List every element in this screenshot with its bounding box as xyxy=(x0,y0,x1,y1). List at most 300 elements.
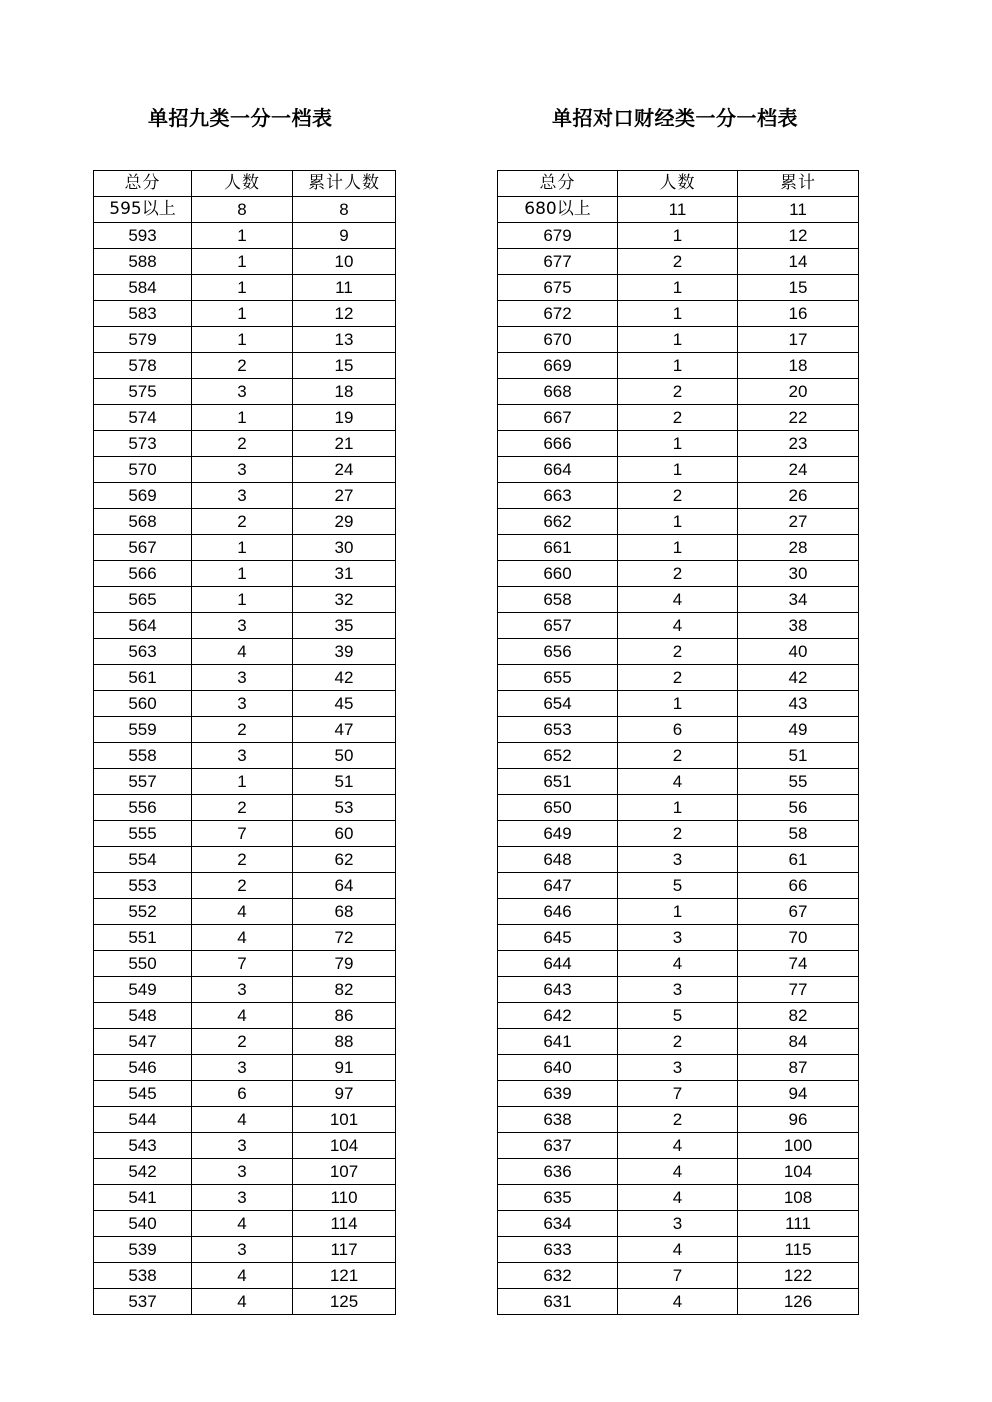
cell-count: 2 xyxy=(618,249,738,275)
cell-cumulative: 60 xyxy=(293,821,396,847)
cell-count: 1 xyxy=(618,223,738,249)
table-row xyxy=(94,613,396,639)
cell-cumulative: 21 xyxy=(293,431,396,457)
table-row xyxy=(498,951,859,977)
table-row xyxy=(498,691,859,717)
cell-total-score: 540 xyxy=(94,1211,192,1237)
cell-cumulative: 22 xyxy=(738,405,859,431)
cell-total-score: 647 xyxy=(498,873,618,899)
table-row xyxy=(498,535,859,561)
cell-cumulative: 86 xyxy=(293,1003,396,1029)
cell-total-score: 560 xyxy=(94,691,192,717)
cell-total-score: 539 xyxy=(94,1237,192,1263)
table-row xyxy=(94,743,396,769)
cell-count: 3 xyxy=(192,1055,293,1081)
cell-total-score: 557 xyxy=(94,769,192,795)
cell-cumulative: 77 xyxy=(738,977,859,1003)
cell-count: 2 xyxy=(618,639,738,665)
cell-total-score: 541 xyxy=(94,1185,192,1211)
cell-total-score: 568 xyxy=(94,509,192,535)
cell-total-score: 544 xyxy=(94,1107,192,1133)
cell-cumulative: 19 xyxy=(293,405,396,431)
cell-total-score: 584 xyxy=(94,275,192,301)
table-row xyxy=(94,925,396,951)
cell-cumulative: 117 xyxy=(293,1237,396,1263)
cell-cumulative: 29 xyxy=(293,509,396,535)
table-row xyxy=(94,1289,396,1315)
cell-total-score: 547 xyxy=(94,1029,192,1055)
table-row xyxy=(94,1263,396,1289)
cell-total-score: 644 xyxy=(498,951,618,977)
cell-total-score: 573 xyxy=(94,431,192,457)
cell-total-score: 561 xyxy=(94,665,192,691)
cell-total-score: 554 xyxy=(94,847,192,873)
score-distribution-table-left xyxy=(93,170,396,1315)
table-row xyxy=(498,665,859,691)
table-row xyxy=(498,639,859,665)
cell-total-score: 642 xyxy=(498,1003,618,1029)
table-row xyxy=(498,1081,859,1107)
cell-total-score: 563 xyxy=(94,639,192,665)
table-row xyxy=(94,223,396,249)
cell-cumulative: 31 xyxy=(293,561,396,587)
column-header-total-score: 总分 xyxy=(94,171,192,197)
cell-cumulative: 27 xyxy=(738,509,859,535)
cell-cumulative: 53 xyxy=(293,795,396,821)
cell-count: 3 xyxy=(192,691,293,717)
cell-count: 7 xyxy=(192,821,293,847)
cell-count: 1 xyxy=(618,457,738,483)
cell-cumulative: 51 xyxy=(738,743,859,769)
column-header-cumulative: 累计人数 xyxy=(293,171,396,197)
cell-cumulative: 70 xyxy=(738,925,859,951)
cell-count: 3 xyxy=(618,847,738,873)
cell-count: 3 xyxy=(618,1211,738,1237)
cell-total-score: 633 xyxy=(498,1237,618,1263)
cell-total-score: 650 xyxy=(498,795,618,821)
table-row xyxy=(94,353,396,379)
cell-cumulative: 24 xyxy=(738,457,859,483)
cell-cumulative: 64 xyxy=(293,873,396,899)
cell-total-score: 538 xyxy=(94,1263,192,1289)
cell-count: 2 xyxy=(192,353,293,379)
table-container-right xyxy=(497,170,858,1315)
cell-cumulative: 45 xyxy=(293,691,396,717)
table-container-left xyxy=(93,170,395,1315)
cell-cumulative: 35 xyxy=(293,613,396,639)
cell-cumulative: 56 xyxy=(738,795,859,821)
cell-cumulative: 38 xyxy=(738,613,859,639)
cell-count: 1 xyxy=(192,587,293,613)
table-row xyxy=(94,665,396,691)
cell-count: 3 xyxy=(192,1237,293,1263)
cell-count: 5 xyxy=(618,1003,738,1029)
cell-cumulative: 68 xyxy=(293,899,396,925)
cell-total-score: 646 xyxy=(498,899,618,925)
cell-total-score: 559 xyxy=(94,717,192,743)
cell-total-score: 639 xyxy=(498,1081,618,1107)
table-row xyxy=(94,275,396,301)
cell-total-score: 655 xyxy=(498,665,618,691)
table-row xyxy=(94,483,396,509)
table-row xyxy=(498,1159,859,1185)
cell-total-score: 637 xyxy=(498,1133,618,1159)
cell-cumulative: 11 xyxy=(738,197,859,223)
table-row xyxy=(94,1211,396,1237)
cell-cumulative: 18 xyxy=(293,379,396,405)
cell-cumulative: 111 xyxy=(738,1211,859,1237)
cell-count: 4 xyxy=(192,1289,293,1315)
table-row xyxy=(498,1185,859,1211)
cell-count: 4 xyxy=(192,925,293,951)
table-row xyxy=(498,795,859,821)
table-row xyxy=(498,1289,859,1315)
cell-count: 2 xyxy=(618,821,738,847)
cell-cumulative: 12 xyxy=(293,301,396,327)
cell-count: 3 xyxy=(192,1133,293,1159)
table-row xyxy=(94,379,396,405)
cell-total-score: 595以上 xyxy=(94,197,192,223)
cell-cumulative: 126 xyxy=(738,1289,859,1315)
cell-cumulative: 15 xyxy=(738,275,859,301)
cell-cumulative: 79 xyxy=(293,951,396,977)
cell-count: 7 xyxy=(618,1081,738,1107)
table-row xyxy=(94,639,396,665)
table-row xyxy=(498,1003,859,1029)
cell-count: 3 xyxy=(192,457,293,483)
cell-total-score: 632 xyxy=(498,1263,618,1289)
cell-count: 2 xyxy=(618,561,738,587)
cell-total-score: 656 xyxy=(498,639,618,665)
cell-total-score: 649 xyxy=(498,821,618,847)
cell-cumulative: 43 xyxy=(738,691,859,717)
cell-cumulative: 15 xyxy=(293,353,396,379)
cell-total-score: 672 xyxy=(498,301,618,327)
cell-cumulative: 121 xyxy=(293,1263,396,1289)
cell-count: 4 xyxy=(618,613,738,639)
cell-count: 4 xyxy=(192,639,293,665)
cell-total-score: 660 xyxy=(498,561,618,587)
cell-count: 1 xyxy=(192,327,293,353)
cell-count: 2 xyxy=(192,509,293,535)
table-row xyxy=(94,457,396,483)
cell-cumulative: 100 xyxy=(738,1133,859,1159)
cell-count: 7 xyxy=(618,1263,738,1289)
cell-count: 2 xyxy=(618,405,738,431)
cell-count: 1 xyxy=(192,301,293,327)
cell-cumulative: 72 xyxy=(293,925,396,951)
table-row xyxy=(498,899,859,925)
cell-total-score: 648 xyxy=(498,847,618,873)
table-row xyxy=(498,847,859,873)
cell-count: 4 xyxy=(618,1237,738,1263)
cell-total-score: 658 xyxy=(498,587,618,613)
cell-count: 1 xyxy=(192,249,293,275)
table-row xyxy=(94,561,396,587)
cell-cumulative: 96 xyxy=(738,1107,859,1133)
cell-total-score: 635 xyxy=(498,1185,618,1211)
cell-total-score: 558 xyxy=(94,743,192,769)
cell-total-score: 643 xyxy=(498,977,618,1003)
cell-total-score: 556 xyxy=(94,795,192,821)
cell-total-score: 661 xyxy=(498,535,618,561)
cell-total-score: 653 xyxy=(498,717,618,743)
cell-total-score: 555 xyxy=(94,821,192,847)
cell-cumulative: 62 xyxy=(293,847,396,873)
table-row xyxy=(498,483,859,509)
cell-cumulative: 74 xyxy=(738,951,859,977)
table-row xyxy=(498,223,859,249)
table-row xyxy=(94,535,396,561)
cell-cumulative: 16 xyxy=(738,301,859,327)
score-distribution-table-right xyxy=(497,170,859,1315)
cell-cumulative: 32 xyxy=(293,587,396,613)
cell-total-score: 551 xyxy=(94,925,192,951)
score-table-panel-right xyxy=(497,105,858,1315)
cell-total-score: 569 xyxy=(94,483,192,509)
table-row xyxy=(94,847,396,873)
cell-count: 2 xyxy=(192,717,293,743)
table-row xyxy=(94,1081,396,1107)
table-row xyxy=(498,1211,859,1237)
cell-count: 2 xyxy=(618,743,738,769)
table-row xyxy=(498,249,859,275)
cell-cumulative: 30 xyxy=(293,535,396,561)
cell-count: 1 xyxy=(618,301,738,327)
cell-total-score: 553 xyxy=(94,873,192,899)
cell-count: 4 xyxy=(618,1133,738,1159)
table-row xyxy=(94,977,396,1003)
cell-cumulative: 125 xyxy=(293,1289,396,1315)
cell-total-score: 588 xyxy=(94,249,192,275)
cell-count: 4 xyxy=(618,769,738,795)
cell-count: 4 xyxy=(618,1185,738,1211)
table-row xyxy=(94,509,396,535)
table-row xyxy=(498,561,859,587)
cell-cumulative: 66 xyxy=(738,873,859,899)
column-header-count: 人数 xyxy=(618,171,738,197)
cell-count: 4 xyxy=(618,951,738,977)
cell-count: 4 xyxy=(192,1107,293,1133)
cell-total-score: 579 xyxy=(94,327,192,353)
cell-total-score: 640 xyxy=(498,1055,618,1081)
cell-count: 5 xyxy=(618,873,738,899)
table-row xyxy=(94,1185,396,1211)
table-row xyxy=(498,197,859,223)
cell-cumulative: 107 xyxy=(293,1159,396,1185)
table-header-row xyxy=(94,171,396,197)
cell-count: 2 xyxy=(192,431,293,457)
cell-total-score: 636 xyxy=(498,1159,618,1185)
cell-total-score: 680以上 xyxy=(498,197,618,223)
cell-total-score: 550 xyxy=(94,951,192,977)
cell-total-score: 667 xyxy=(498,405,618,431)
table-row xyxy=(498,327,859,353)
cell-cumulative: 12 xyxy=(738,223,859,249)
table-row xyxy=(498,1029,859,1055)
cell-cumulative: 11 xyxy=(293,275,396,301)
table-row xyxy=(498,743,859,769)
cell-count: 2 xyxy=(192,1029,293,1055)
table-header-row xyxy=(498,171,859,197)
table-header-right xyxy=(498,171,859,197)
table-row xyxy=(94,301,396,327)
cell-total-score: 564 xyxy=(94,613,192,639)
table-row xyxy=(94,249,396,275)
cell-count: 2 xyxy=(618,1107,738,1133)
cell-count: 4 xyxy=(618,587,738,613)
cell-count: 4 xyxy=(192,1211,293,1237)
cell-count: 2 xyxy=(618,1029,738,1055)
cell-cumulative: 97 xyxy=(293,1081,396,1107)
table-body-left xyxy=(94,197,396,1315)
table-row xyxy=(94,1159,396,1185)
cell-total-score: 546 xyxy=(94,1055,192,1081)
cell-total-score: 669 xyxy=(498,353,618,379)
cell-cumulative: 13 xyxy=(293,327,396,353)
cell-cumulative: 49 xyxy=(738,717,859,743)
cell-cumulative: 42 xyxy=(738,665,859,691)
cell-cumulative: 67 xyxy=(738,899,859,925)
table-row xyxy=(498,613,859,639)
table-row xyxy=(498,1055,859,1081)
cell-count: 3 xyxy=(192,743,293,769)
table-row xyxy=(498,405,859,431)
table-row xyxy=(498,509,859,535)
column-header-cumulative: 累计 xyxy=(738,171,859,197)
table-row xyxy=(94,327,396,353)
cell-count: 1 xyxy=(618,327,738,353)
cell-count: 3 xyxy=(618,925,738,951)
cell-count: 1 xyxy=(618,275,738,301)
table-row xyxy=(94,795,396,821)
table-row xyxy=(498,925,859,951)
cell-total-score: 548 xyxy=(94,1003,192,1029)
table-row xyxy=(94,1133,396,1159)
cell-cumulative: 108 xyxy=(738,1185,859,1211)
cell-count: 1 xyxy=(618,535,738,561)
cell-total-score: 575 xyxy=(94,379,192,405)
cell-cumulative: 23 xyxy=(738,431,859,457)
cell-total-score: 631 xyxy=(498,1289,618,1315)
cell-total-score: 545 xyxy=(94,1081,192,1107)
column-header-total-score: 总分 xyxy=(498,171,618,197)
cell-count: 1 xyxy=(618,353,738,379)
cell-total-score: 677 xyxy=(498,249,618,275)
table-row xyxy=(498,353,859,379)
cell-cumulative: 94 xyxy=(738,1081,859,1107)
cell-cumulative: 24 xyxy=(293,457,396,483)
cell-total-score: 549 xyxy=(94,977,192,1003)
cell-total-score: 664 xyxy=(498,457,618,483)
table-row xyxy=(498,275,859,301)
cell-count: 4 xyxy=(192,1003,293,1029)
cell-cumulative: 27 xyxy=(293,483,396,509)
table-row xyxy=(94,1003,396,1029)
table-row xyxy=(498,873,859,899)
table-row xyxy=(94,691,396,717)
cell-total-score: 542 xyxy=(94,1159,192,1185)
cell-cumulative: 101 xyxy=(293,1107,396,1133)
table-row xyxy=(498,977,859,1003)
table-row xyxy=(498,1133,859,1159)
table-title-left: 单招九类一分一档表 xyxy=(148,106,333,130)
table-row xyxy=(498,379,859,405)
cell-cumulative: 14 xyxy=(738,249,859,275)
table-row xyxy=(94,197,396,223)
cell-cumulative: 114 xyxy=(293,1211,396,1237)
cell-total-score: 663 xyxy=(498,483,618,509)
cell-cumulative: 9 xyxy=(293,223,396,249)
cell-cumulative: 104 xyxy=(293,1133,396,1159)
cell-count: 2 xyxy=(618,379,738,405)
cell-total-score: 638 xyxy=(498,1107,618,1133)
cell-cumulative: 55 xyxy=(738,769,859,795)
table-row xyxy=(94,431,396,457)
cell-cumulative: 61 xyxy=(738,847,859,873)
cell-count: 1 xyxy=(192,275,293,301)
cell-count: 6 xyxy=(618,717,738,743)
cell-count: 2 xyxy=(192,795,293,821)
table-row xyxy=(94,873,396,899)
cell-count: 4 xyxy=(618,1289,738,1315)
cell-count: 3 xyxy=(618,977,738,1003)
cell-count: 1 xyxy=(192,769,293,795)
cell-count: 8 xyxy=(192,197,293,223)
table-row xyxy=(498,457,859,483)
cell-count: 3 xyxy=(192,1185,293,1211)
cell-total-score: 654 xyxy=(498,691,618,717)
cell-count: 4 xyxy=(192,899,293,925)
table-row xyxy=(94,587,396,613)
table-row xyxy=(498,769,859,795)
cell-total-score: 668 xyxy=(498,379,618,405)
cell-cumulative: 10 xyxy=(293,249,396,275)
cell-total-score: 675 xyxy=(498,275,618,301)
cell-cumulative: 84 xyxy=(738,1029,859,1055)
table-row xyxy=(94,899,396,925)
cell-total-score: 679 xyxy=(498,223,618,249)
cell-count: 3 xyxy=(192,379,293,405)
cell-total-score: 641 xyxy=(498,1029,618,1055)
cell-cumulative: 26 xyxy=(738,483,859,509)
cell-count: 2 xyxy=(618,483,738,509)
cell-count: 3 xyxy=(192,665,293,691)
table-row xyxy=(498,431,859,457)
table-row xyxy=(498,301,859,327)
cell-total-score: 593 xyxy=(94,223,192,249)
cell-cumulative: 51 xyxy=(293,769,396,795)
table-row xyxy=(498,1107,859,1133)
cell-cumulative: 82 xyxy=(293,977,396,1003)
cell-total-score: 570 xyxy=(94,457,192,483)
cell-cumulative: 30 xyxy=(738,561,859,587)
table-row xyxy=(94,1055,396,1081)
cell-total-score: 666 xyxy=(498,431,618,457)
cell-cumulative: 42 xyxy=(293,665,396,691)
cell-total-score: 657 xyxy=(498,613,618,639)
table-title-right: 单招对口财经类一分一档表 xyxy=(552,106,798,130)
cell-cumulative: 91 xyxy=(293,1055,396,1081)
table-row xyxy=(94,1029,396,1055)
cell-total-score: 583 xyxy=(94,301,192,327)
table-row xyxy=(94,1107,396,1133)
cell-count: 3 xyxy=(618,1055,738,1081)
cell-cumulative: 87 xyxy=(738,1055,859,1081)
cell-cumulative: 28 xyxy=(738,535,859,561)
cell-cumulative: 115 xyxy=(738,1237,859,1263)
cell-count: 4 xyxy=(618,1159,738,1185)
